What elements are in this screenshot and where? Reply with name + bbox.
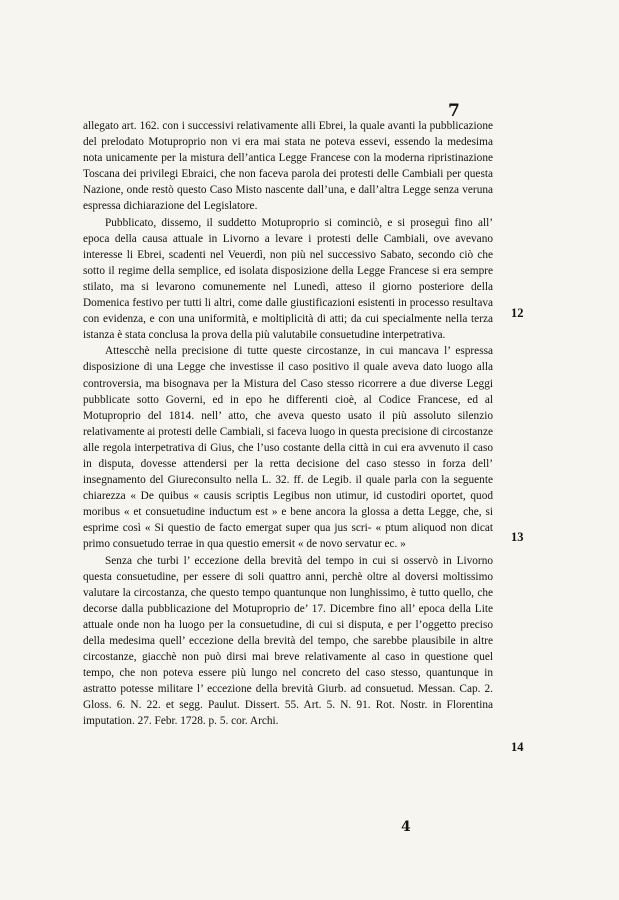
- body-text: [83, 118, 493, 730]
- paragraph-3: Attescchè nella precisione di tutte queste circostanze, in cui mancava l’ espressa disposizione di una Legge che investisse il caso positivo il quale aveva dato luogo alla controversia, ma bisognava per la Mistura del Caso stesso ricorrere a due diverse Leggi pubblicate sotto Governi, ed in epo he differenti cioè, al Codice Francese, ed al Motuproprio del 1814. nell’ atto, che aveva questo usato il più assoluto silenzio relativamente ai protesti delle Cambiali, si faceva luogo in questa precisione di circostanze alle regola interpetrativa di Gius, che l’uso costante della città in cui era avvenuto il caso in disputa, dovesse attendersi per la retta decisione del caso stesso in forza dell’ insegnamento del Giureconsulto nella L. 32. ff. de Legib. il quale parla con la seguente chiarezza « De quibus « causis scriptis Legibus non utimur, id custodiri oportet, quod moribus « et consuetudine inductum est » e bene ancora la glossa a detta Legge, che, si esprime così « Si questio de facto emergat super qua jus scri- « ptum aliquod non dicat primo consuetudo terrae in qua questio emersit « de novo servatur ec. »: [83, 345, 493, 551]
- margin-note-12: 12: [511, 306, 524, 320]
- margin-note-13: 13: [511, 530, 524, 544]
- paragraph-4: Senza che turbi l’ eccezione della brevità del tempo in cui si osservò in Livorno questa consuetudine, per essere di soli quattro anni, perchè oltre al doversi moltissimo valutare la circostanza, che questo tempo quantunque non lunghissimo, è tutto quello, che decorse dalla pubblicazione del Motuproprio de’ 17. Dicembre fino all’ epoca della Lite attuale onde non ha luogo per la consuetudine, di cui si disputa, e per l’oggetto preciso della medesima quell’ eccezione della brevità del tempo, che sarebbe plausibile in altre circostanze, giacchè non può dirsi mai breve relativamente al caso in questione quel tempo, che non poteva essere più lungo nel concreto del caso stesso, quantunque in astratto potesse militare l’ eccezione della brevità Giurb. ad consuetud. Messan. Cap. 2. Gloss. 6. N. 22. et segg. Paulut. Dissert. 55. Art. 5. N. 91. Rot. Nostr. in Florentina imputation. 27. Febr. 1728. p. 5. cor. Archi.: [83, 554, 493, 728]
- signature-mark: 4: [401, 819, 411, 835]
- paragraph-1: allegato art. 162. con i successivi relativamente alli Ebrei, la quale avanti la pubblicazione del prelodato Motuproprio non vi era mai stata ne poteva essevi, essendo la medesima nota unicamente per la mistura dell’antica Legge Francese con la moderna ripristinazione Toscana dei privilegi Ebraici, che non faceva parola dei protesti delle Cambiali per questa Nazione, onde restò questo Caso Misto nascente dall’una, e dall’altra Legge senza veruna espressa dichiarazione del Legislatore.: [83, 120, 493, 213]
- paragraph-2: Pubblicato, dissemo, il suddetto Motuproprio si cominciò, e si proseguì fino all’ epoca della causa attuale in Livorno a levare i protesti delle Cambiali, ove avevano interesse li Ebrei, scadenti nel Veuerdì, non più nel successivo Sabato, secondo ciò che sotto il regime della semplice, ed isolata disposizione della Legge Francese si era sempre stilato, ma si levarono comunemente nel Lunedì, atteso il giorno posteriore della Domenica festivo per tutti li altri, come dalle giustificazioni esistenti in processo resultava con evidenza, e con una uniformità, e moltiplicità di atti; da cui specialmente nella terza istanza è stata conclusa la prova della più valutabile consuetudine interpetrativa.: [83, 216, 493, 342]
- margin-note-14: 14: [511, 740, 524, 754]
- page-number: 7: [448, 101, 460, 121]
